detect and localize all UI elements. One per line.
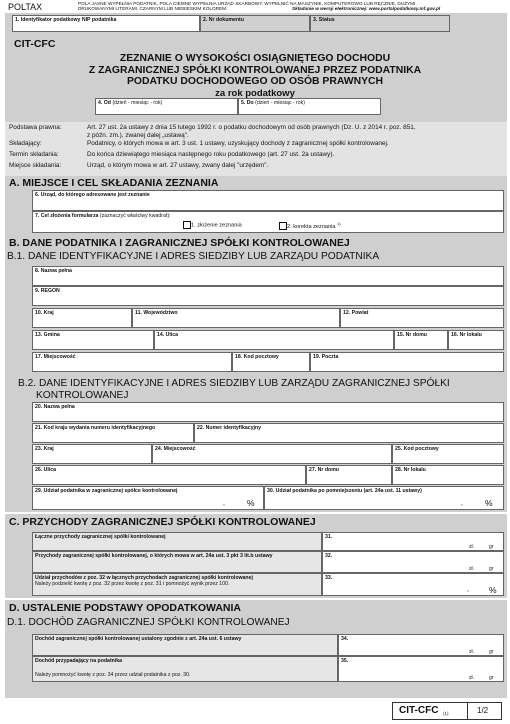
form-title-line3: PODATKU DOCHODOWEGO OD OSÓB PRAWNYCH	[126, 76, 384, 87]
instructions-line1: POLA JASNE WYPEŁNIA PODATNIK, POLA CIEMNE WYPEŁNIA URZĄD SKARBOWY. WYPEŁNIĆ NA MASZYNIE, KOMPUTEROWO LUB RĘCZNIE, DUŻYMI,	[78, 1, 417, 6]
city-label: 17. Miejscowość	[35, 354, 76, 360]
commune-label: 13. Gmina	[35, 332, 60, 338]
correction-footnote: 1)	[337, 221, 341, 226]
share-percent: %	[247, 498, 255, 508]
passive-income-number: 32.	[325, 553, 333, 559]
section-a-title: A. MIEJSCE I CEL SKŁADANIA ZEZNANIA	[9, 177, 219, 189]
taxpayer-income-hint: Należy pomnożyć kwotę z poz. 34 przez udział podatnika z poz. 30.	[35, 672, 191, 678]
basis-label: Podstawa prawna:	[9, 124, 62, 131]
footer-page: 1/2	[477, 706, 489, 715]
purpose-label: 7. Cel złożenia formularza (zaznaczyć właściwy kwadrat):	[35, 213, 171, 219]
house-number-field[interactable]	[394, 330, 448, 350]
cfc-income-field[interactable]	[338, 634, 504, 656]
taxpayer-income-desc	[32, 656, 338, 682]
section-b2-title-line2: KONTROLOWANEJ	[36, 389, 129, 401]
filers-text: Podatnicy, o których mowa w art. 3 ust. 1 ustawy, uzyskujący dochody z zagranicznej spółki kontrolowanej.	[87, 140, 389, 147]
income-share-desc	[32, 573, 322, 596]
id-country-code-field[interactable]	[32, 423, 194, 443]
period-to-label: 5. Do (dzień - miesiąc - rok)	[241, 100, 306, 106]
form-code: CIT-CFC	[14, 38, 56, 50]
taxpayer-name-label: 8. Nazwa pełna	[35, 268, 72, 274]
county-label: 12. Powiat	[343, 310, 369, 316]
postal-code-field[interactable]	[232, 352, 310, 372]
poltax-label: POLTAX	[8, 2, 43, 12]
taxpayer-name-field[interactable]	[32, 266, 504, 286]
company-name-field[interactable]	[32, 402, 504, 422]
cfc-income-gr: gr	[489, 649, 494, 655]
taxpayer-income-zl: zł.	[469, 675, 474, 681]
correction-option-label: 2. korekta zeznania	[287, 223, 336, 230]
deadline-label: Termin składania:	[9, 151, 59, 158]
section-c-title: C. PRZYCHODY ZAGRANICZNEJ SPÓŁKI KONTROLOWANEJ	[9, 516, 316, 528]
form-title-line1: ZEZNANIE O WYSOKOŚCI OSIĄGNIĘTEGO DOCHODU	[119, 53, 391, 64]
filers-label: Składający:	[9, 140, 42, 147]
period-to-field[interactable]	[238, 98, 381, 115]
share-comma: ,	[223, 500, 225, 507]
income-share-label: Udział przychodów z poz. 32 w łącznych przychodach zagranicznej spółki kontrolowanej	[35, 575, 253, 581]
id-number-field[interactable]	[194, 423, 504, 443]
place-text: Urząd, o którym mowa w art. 27 ustawy, zwany dalej "urzędem".	[87, 162, 269, 169]
cfc-income-desc	[32, 634, 338, 656]
deadline-text: Do końca dziewiątego miesiąca następnego roku podatkowego (art. 27 ust. 2a ustawy).	[87, 151, 335, 158]
regon-label: 9. REGON	[35, 288, 60, 294]
basis-text1: Art. 27 ust. 2a ustawy z dnia 15 lutego 1992 r. o podatku dochodowym od osób prawnych (Dz. U. z 2014 r. poz. 851,	[87, 124, 416, 131]
form-title	[0, 53, 510, 99]
id-country-code-label: 21. Kod kraju wydania numeru identyfikacyjnego	[35, 425, 156, 431]
apartment-field[interactable]	[448, 330, 504, 350]
voivodeship-field[interactable]	[132, 308, 340, 328]
form-title-line4: za rok podatkowy	[215, 87, 295, 99]
document-number-field	[200, 15, 310, 32]
passive-income-label: Przychody zagranicznej spółki kontrolowanej, o których mowa w art. 24a ust. 3 pkt 3 lit.b ustawy	[35, 553, 273, 559]
status-field	[310, 15, 450, 32]
office-field[interactable]	[32, 190, 504, 211]
basis-text2: z późn. zm.), zwanej dalej „ustawą".	[87, 132, 189, 139]
reduced-share-label: 30. Udział podatnika po pomniejszeniu (art. 24a ust. 11 ustawy)	[267, 488, 422, 494]
reduced-share-percent: %	[485, 498, 493, 508]
place-label: Miejsce składania:	[9, 162, 62, 169]
period-from-label: 4. Od (dzień - miesiąc - rok)	[98, 100, 163, 106]
income-total-label: Łączne przychody zagranicznej spółki kontrolowanej	[35, 534, 166, 540]
country-field[interactable]	[32, 308, 132, 328]
filing-option-label: 1. złożenie zeznania	[191, 222, 242, 229]
form-title-line2: Z ZAGRANICZNEJ SPÓŁKI KONTROLOWANEJ PRZEZ PODATNIKA	[88, 64, 422, 76]
office-label: 6. Urząd, do którego adresowane jest zeznanie	[35, 192, 150, 198]
commune-field[interactable]	[32, 330, 154, 350]
document-number-label: 2. Nr dokumentu	[203, 17, 244, 23]
option-correction[interactable]	[279, 221, 341, 230]
cfc-income-label: Dochód zagranicznej spółki kontrolowanej ustalony zgodnie z art. 24a ust. 6 ustawy	[35, 636, 242, 642]
street-label: 14. Ulica	[157, 332, 179, 338]
instructions-line2: DRUKOWANYMI LITERAMI, CZARNYM LUB NIEBIESKIM KOLOREM.	[78, 6, 228, 11]
income-total-desc	[32, 532, 322, 551]
period-from-field[interactable]	[95, 98, 238, 115]
status-label: 3. Status	[313, 17, 335, 23]
voivodeship-label: 11. Województwo	[135, 310, 178, 316]
country-label: 10. Kraj	[35, 310, 54, 316]
income-share-percent: %	[489, 585, 497, 595]
taxpayer-income-field[interactable]	[338, 656, 504, 682]
passive-income-desc	[32, 551, 322, 573]
company-house-number-field[interactable]	[306, 465, 392, 485]
county-field[interactable]	[340, 308, 504, 328]
footer-form-code: CIT-CFC	[399, 705, 439, 716]
footer-version: (1)	[443, 711, 449, 716]
post-office-field[interactable]	[310, 352, 504, 372]
company-country-label: 23. Kraj	[35, 446, 54, 452]
company-postal-code-field[interactable]	[392, 444, 504, 464]
correction-checkbox[interactable]	[279, 222, 287, 230]
company-name-label: 20. Nazwa pełna	[35, 404, 75, 410]
section-b-title: B. DANE PODATNIKA I ZAGRANICZNEJ SPÓŁKI KONTROLOWANEJ	[9, 237, 350, 249]
income-share-hint: Należy podzielić kwotę z poz. 32 przez kwotę z poz. 31 i pomnożyć wynik przez 100.	[35, 581, 230, 587]
nip-field[interactable]	[12, 15, 200, 32]
regon-field[interactable]	[32, 286, 504, 306]
section-d1-title: D.1. DOCHÓD ZAGRANICZNEJ SPÓŁKI KONTROLOWANEJ	[7, 617, 290, 628]
company-street-field[interactable]	[32, 465, 306, 485]
footer-box	[392, 702, 502, 720]
instructions-electronic: Składanie w wersji elektronicznej: www.portalpodatkowy.mf.gov.pl	[292, 6, 441, 11]
taxpayer-income-gr: gr	[489, 675, 494, 681]
taxpayer-income-label: Dochód przypadający na podatnika	[35, 658, 123, 664]
reduced-share-comma: ,	[461, 500, 463, 507]
city-field[interactable]	[32, 352, 232, 372]
post-office-label: 19. Poczta	[313, 354, 339, 360]
house-number-label: 15. Nr domu	[397, 332, 427, 338]
footer-divider	[467, 703, 468, 720]
income-total-zl: zł.	[469, 544, 474, 550]
company-postal-code-label: 25. Kod pocztowy	[395, 446, 439, 452]
section-d-title: D. USTALENIE PODSTAWY OPODATKOWANIA	[9, 602, 241, 614]
section-b1-title: B.1. DANE IDENTYFIKACYJNE I ADRES SIEDZIBY LUB ZARZĄDU PODATNIKA	[7, 251, 380, 262]
company-city-label: 24. Miejscowość	[155, 446, 196, 452]
section-b2-title-line1: B.2. DANE IDENTYFIKACYJNE I ADRES SIEDZIBY LUB ZARZĄDU ZAGRANICZNEJ SPÓŁKI	[18, 378, 450, 389]
postal-code-label: 18. Kod pocztowy	[235, 354, 279, 360]
passive-income-gr: gr	[489, 566, 494, 572]
cfc-income-zl: zł.	[469, 649, 474, 655]
company-apartment-label: 28. Nr lokalu	[395, 467, 426, 473]
filing-checkbox[interactable]	[183, 221, 191, 229]
income-share-number: 33.	[325, 575, 333, 581]
legal-info-block	[5, 122, 507, 176]
id-number-label: 22. Numer identyfikacyjny	[197, 425, 262, 431]
passive-income-field[interactable]	[322, 551, 504, 573]
company-city-field[interactable]	[152, 444, 392, 464]
company-country-field[interactable]	[32, 444, 152, 464]
company-street-label: 26. Ulica	[35, 467, 57, 473]
income-total-field[interactable]	[322, 532, 504, 551]
option-filing[interactable]	[183, 221, 242, 229]
section-b2-title	[16, 378, 450, 401]
taxpayer-share-label: 29. Udział podatnika w zagranicznej spółce kontrolowanej	[35, 488, 178, 494]
apartment-label: 16. Nr lokalu	[451, 332, 482, 338]
purpose-field	[32, 211, 504, 233]
company-apartment-field[interactable]	[392, 465, 504, 485]
income-share-comma: ,	[467, 586, 469, 593]
reduced-share-field[interactable]	[264, 486, 504, 510]
taxpayer-income-number: 35.	[341, 658, 349, 664]
passive-income-zl: zł.	[469, 566, 474, 572]
nip-label: 1. Identyfikator podatkowy NIP podatnika	[15, 17, 117, 23]
income-total-gr: gr	[489, 544, 494, 550]
income-share-field[interactable]	[322, 573, 504, 596]
company-house-number-label: 27. Nr domu	[309, 467, 339, 473]
income-total-number: 31.	[325, 534, 333, 540]
taxpayer-share-field[interactable]	[32, 486, 264, 510]
cfc-income-number: 34.	[341, 636, 349, 642]
street-field[interactable]	[154, 330, 394, 350]
